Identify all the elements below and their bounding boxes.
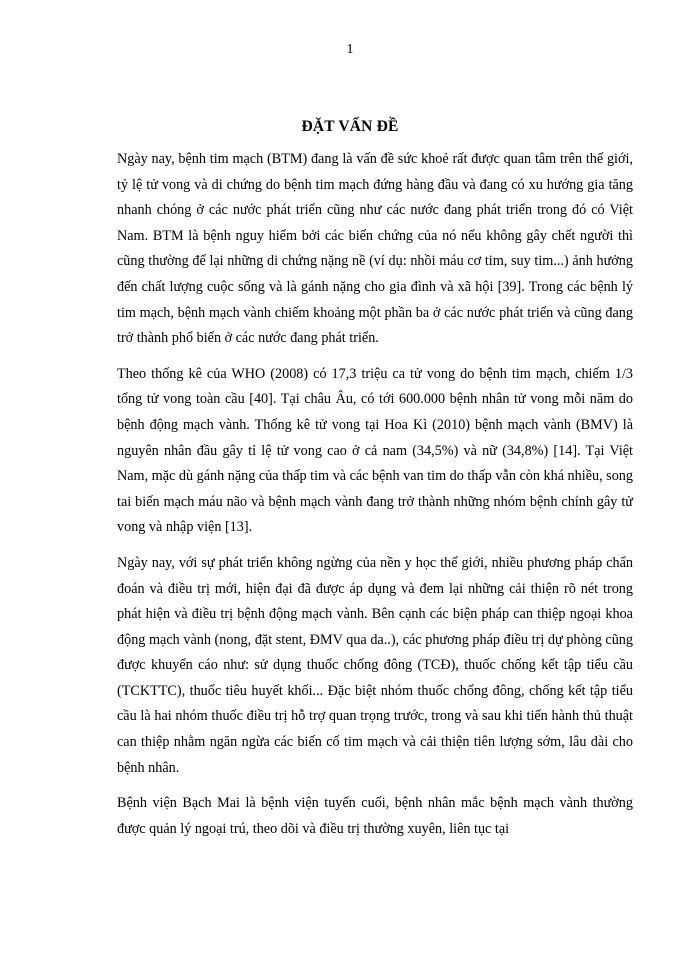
paragraph-bach-mai-hospital: Bệnh viện Bạch Mai là bệnh viện tuyến cuối, bệnh nhân mắc bệnh mạch vành thường được quản lý ngoại trú, theo dõi và điều trị thường xuyên, liên tục tại	[117, 795, 633, 837]
paragraph-statistics: Theo thống kê của WHO (2008) có 17,3 triệu ca tử vong do bệnh tim mạch, chiếm 1/3 tổng tử vong toàn cầu [40]. Tại châu Âu, có tới 600.000 bệnh nhân tử vong mỗi năm do bệnh động mạch vành. Thống kê tử vong tại Hoa Kì (2010) bệnh mạch vành (BMV) là nguyên nhân đầu gây tỉ lệ tử vong cao ở cả nam (34,5%) và nữ (34,8%) [14]. Tại Việt Nam, mặc dù gánh nặng của thấp tim và các bệnh van tim do thấp vẫn còn khá nhiều, song tai biến mạch máu não và bệnh mạch vành đang trở thành những nhóm bệnh chính gây tử vong và nhập viện [13].	[117, 365, 633, 536]
paragraph-introduction: Ngày nay, bệnh tim mạch (BTM) đang là vấn đề sức khoẻ rất được quan tâm trên thế giới, tỷ lệ tử vong và di chứng do bệnh tim mạch đứng hàng đầu và đang có xu hướng gia tăng nhanh chóng ở các nước phát triển cũng như các nước đang phát triển trong đó có Việt Nam. BTM là bệnh nguy hiểm bởi các biến chứng của nó nếu không gây chết người thì cũng thường để lại những di chứng nặng nề (ví dụ: nhồi máu cơ tim, suy tim...) ảnh hưởng đến chất lượng cuộc sống và là gánh nặng cho gia đình và xã hội [39]. Trong các bệnh lý tim mạch, bệnh mạch vành chiếm khoảng một phần ba ở các nước phát triển và cũng đang trở thành phổ biến ở các nước đang phát triển.	[117, 151, 633, 347]
page-number: 1	[346, 42, 354, 57]
paragraph-treatment-methods: Ngày nay, với sự phát triển không ngừng của nền y học thế giới, nhiều phương pháp chẩn đoán và điều trị mới, hiện đại đã được áp dụng và đem lại những cải thiện rõ nét trong phát hiện và điều trị bệnh động mạch vành. Bên cạnh các biện pháp can thiệp ngoại khoa động mạch vành (nong, đặt stent, ĐMV qua da..), các phương pháp điều trị dự phòng cũng được khuyến cáo như: sử dụng thuốc chống đông (TCĐ), thuốc chống kết tập tiểu cầu (TCKTTC), thuốc tiêu huyết khối... Đặc biệt nhóm thuốc chống đông, chống kết tập tiểu cầu là hai nhóm thuốc điều trị hỗ trợ quan trọng trước, trong và sau khi tiến hành thủ thuật can thiệp nhằm ngăn ngừa các biến cố tim mạch và cải thiện tiên lượng sớm, lâu dài cho bệnh nhân.	[117, 554, 633, 776]
document-body	[117, 147, 633, 852]
page-title: ĐẶT VẤN ĐỀ	[301, 118, 399, 135]
